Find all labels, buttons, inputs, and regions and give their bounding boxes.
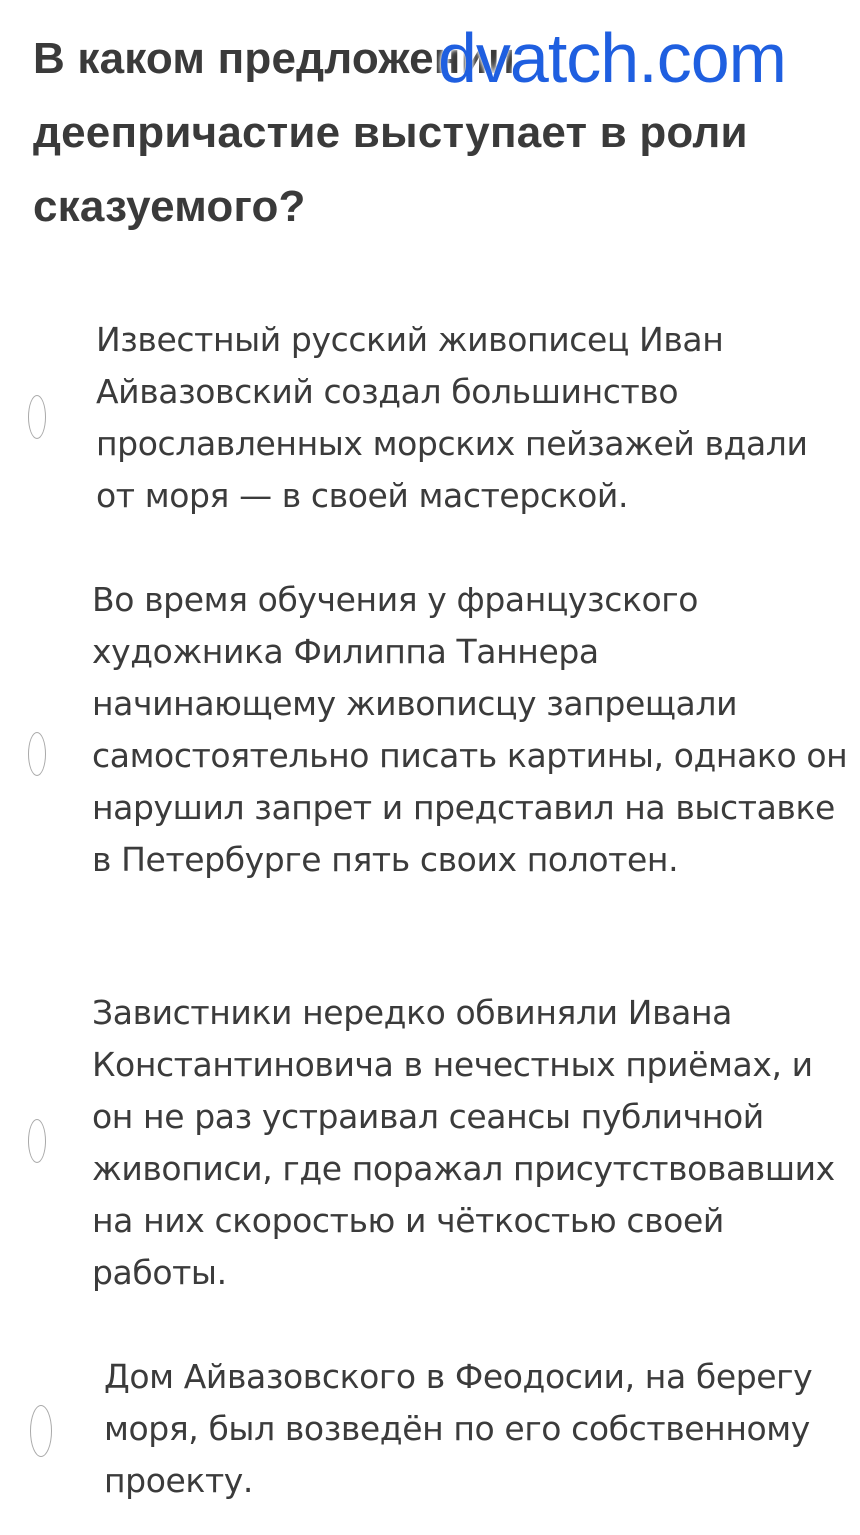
answer-option-text: Во время обучения у французского художника Филиппа Таннера начинающему живописцу запрещали самостоятельно писать картины, однако он нарушил запрет и представил на выставке в Петербурге пять своих полотен. (92, 580, 848, 879)
radio-button-2[interactable] (28, 732, 46, 776)
answer-option-2[interactable] (0, 574, 860, 944)
radio-button-3[interactable] (28, 1119, 46, 1163)
radio-button-4[interactable] (30, 1405, 52, 1457)
answer-option-4[interactable] (0, 1351, 860, 1511)
answer-option-text: Известный русский живописец Иван Айвазовский создал большинство прославленных морских пейзажей вдали от моря — в своей мастерской. (96, 320, 808, 515)
radio-button-1[interactable] (28, 395, 46, 439)
answer-option-3[interactable] (0, 987, 860, 1307)
question-title: В каком предложении деепричастие выступает в роли сказуемого? (33, 34, 748, 231)
answer-option-1[interactable] (0, 314, 860, 524)
answer-option-text: Завистники нередко обвиняли Ивана Константиновича в нечестных приёмах, и он не раз устраивал сеансы публичной живописи, где поражал присутствовавших на них скоростью и чёткостью своей работы. (92, 993, 835, 1292)
answer-option-text: Дом Айвазовского в Феодосии, на берегу моря, был возведён по его собственному проекту. (104, 1357, 813, 1500)
watermark: dvatch.com (438, 19, 786, 97)
